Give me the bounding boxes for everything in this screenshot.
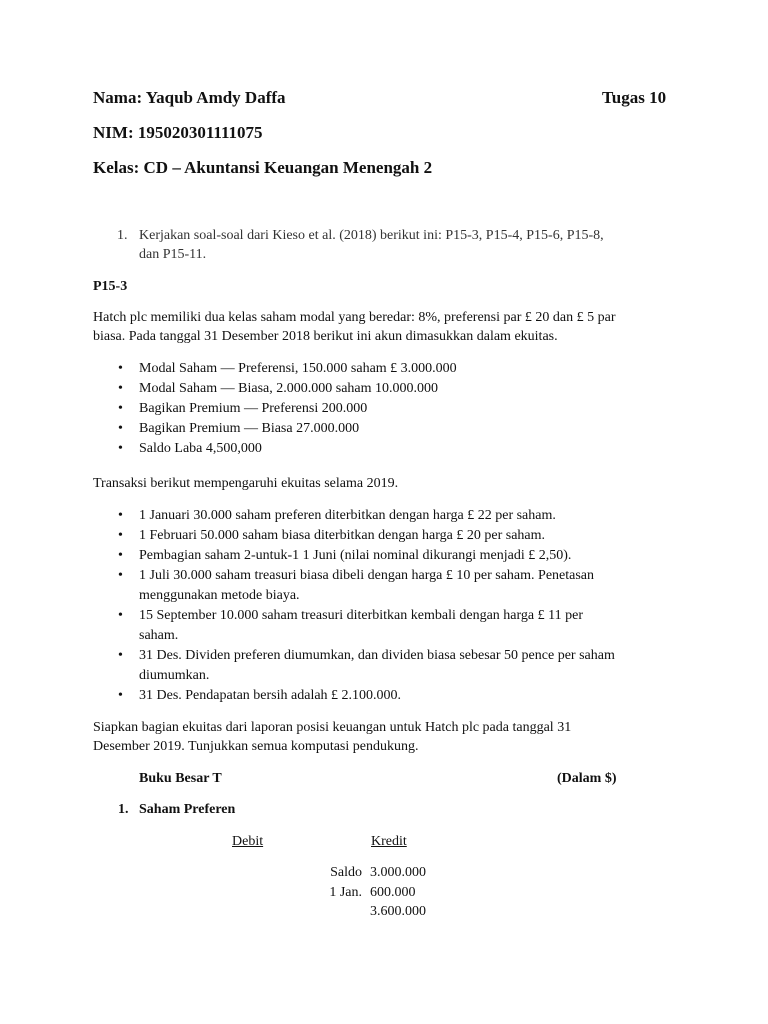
list-item-text-cont: menggunakan metode biaya. xyxy=(139,588,300,603)
list-item xyxy=(118,419,457,439)
bullet-icon: • xyxy=(118,381,123,396)
ledger-row-value: 600.000 xyxy=(370,885,416,900)
ledger-section-number: 1. xyxy=(118,802,129,817)
transactions-intro: Transaksi berikut mempengaruhi ekuitas selama 2019. xyxy=(93,476,399,491)
list-item xyxy=(118,379,457,399)
ledger-title: Buku Besar T xyxy=(139,771,222,786)
list-item xyxy=(118,506,615,526)
task-line-2: Desember 2019. Tunjukkan semua komputasi pendukung. xyxy=(93,739,419,754)
student-name: Nama: Yaqub Amdy Daffa xyxy=(93,88,286,107)
intro-line-2: biasa. Pada tanggal 31 Desember 2018 berikut ini akun dimasukkan dalam ekuitas. xyxy=(93,329,558,344)
ledger-row-label: 1 Jan. xyxy=(329,885,362,900)
list-item xyxy=(118,526,615,546)
list-item-text: 31 Des. Dividen preferen diumumkan, dan dividen biasa sebesar 50 pence per saham xyxy=(139,648,615,663)
list-item-text: 1 Februari 50.000 saham biasa diterbitkan dengan harga £ 20 per saham. xyxy=(139,528,546,543)
list-item xyxy=(118,546,615,566)
list-item xyxy=(118,439,457,459)
list-item xyxy=(118,686,615,706)
ledger-unit: (Dalam $) xyxy=(557,771,617,786)
ledger-section-title: Saham Preferen xyxy=(139,802,236,817)
problem-title: P15-3 xyxy=(93,279,128,294)
instruction-number: 1. xyxy=(117,228,128,243)
list-item-text: Modal Saham — Preferensi, 150.000 saham £ 3.000.000 xyxy=(139,361,457,376)
list-item-text: Modal Saham — Biasa, 2.000.000 saham 10.000.000 xyxy=(139,381,439,396)
bullet-icon: • xyxy=(118,548,123,563)
intro-line-1: Hatch plc memiliki dua kelas saham modal yang beredar: 8%, preferensi par £ 20 dan £ 5 par xyxy=(93,310,616,325)
ledger-row-label: Saldo xyxy=(330,865,362,880)
bullet-icon: • xyxy=(118,688,123,703)
instruction-line-1: Kerjakan soal-soal dari Kieso et al. (2018) berikut ini: P15-3, P15-4, P15-6, P15-8, xyxy=(139,228,604,243)
list-item-text: Saldo Laba 4,500,000 xyxy=(139,441,262,456)
bullet-icon: • xyxy=(118,608,123,623)
list-item xyxy=(118,399,457,419)
instruction-line-2: dan P15-11. xyxy=(139,247,207,262)
list-item-text: Bagikan Premium — Biasa 27.000.000 xyxy=(139,421,360,436)
task-number: Tugas 10 xyxy=(602,88,667,107)
account-list xyxy=(118,359,457,459)
bullet-icon: • xyxy=(118,361,123,376)
list-item-text: Pembagian saham 2-untuk-1 1 Juni (nilai nominal dikurangi menjadi £ 2,50). xyxy=(139,548,572,563)
transaction-list xyxy=(118,506,615,706)
bullet-icon: • xyxy=(118,441,123,456)
ledger-row-value: 3.000.000 xyxy=(370,865,426,880)
list-item-text: Bagikan Premium — Preferensi 200.000 xyxy=(139,401,368,416)
student-nim: NIM: 195020301111075 xyxy=(93,123,263,142)
list-item xyxy=(118,606,615,646)
list-item-text: 15 September 10.000 saham treasuri diterbitkan kembali dengan harga £ 11 per xyxy=(139,608,583,623)
list-item xyxy=(118,359,457,379)
list-item-text-cont: saham. xyxy=(139,628,179,643)
list-item xyxy=(118,566,615,606)
bullet-icon: • xyxy=(118,401,123,416)
ledger-row-total: 3.600.000 xyxy=(370,904,426,919)
bullet-icon: • xyxy=(118,648,123,663)
list-item-text: 1 Januari 30.000 saham preferen diterbitkan dengan harga £ 22 per saham. xyxy=(139,508,556,523)
list-item xyxy=(118,646,615,686)
credit-header: Kredit xyxy=(371,834,407,849)
bullet-icon: • xyxy=(118,421,123,436)
list-item-text: 1 Juli 30.000 saham treasuri biasa dibeli dengan harga £ 10 per saham. Penetasan xyxy=(139,568,595,583)
list-item-text: 31 Des. Pendapatan bersih adalah £ 2.100.000. xyxy=(139,688,402,703)
list-item-text-cont: diumumkan. xyxy=(139,668,210,683)
class-info: Kelas: CD – Akuntansi Keuangan Menengah 2 xyxy=(93,158,433,177)
bullet-icon: • xyxy=(118,528,123,543)
debit-header: Debit xyxy=(232,834,264,849)
bullet-icon: • xyxy=(118,568,123,583)
bullet-icon: • xyxy=(118,508,123,523)
task-line-1: Siapkan bagian ekuitas dari laporan posisi keuangan untuk Hatch plc pada tanggal 31 xyxy=(93,720,572,735)
